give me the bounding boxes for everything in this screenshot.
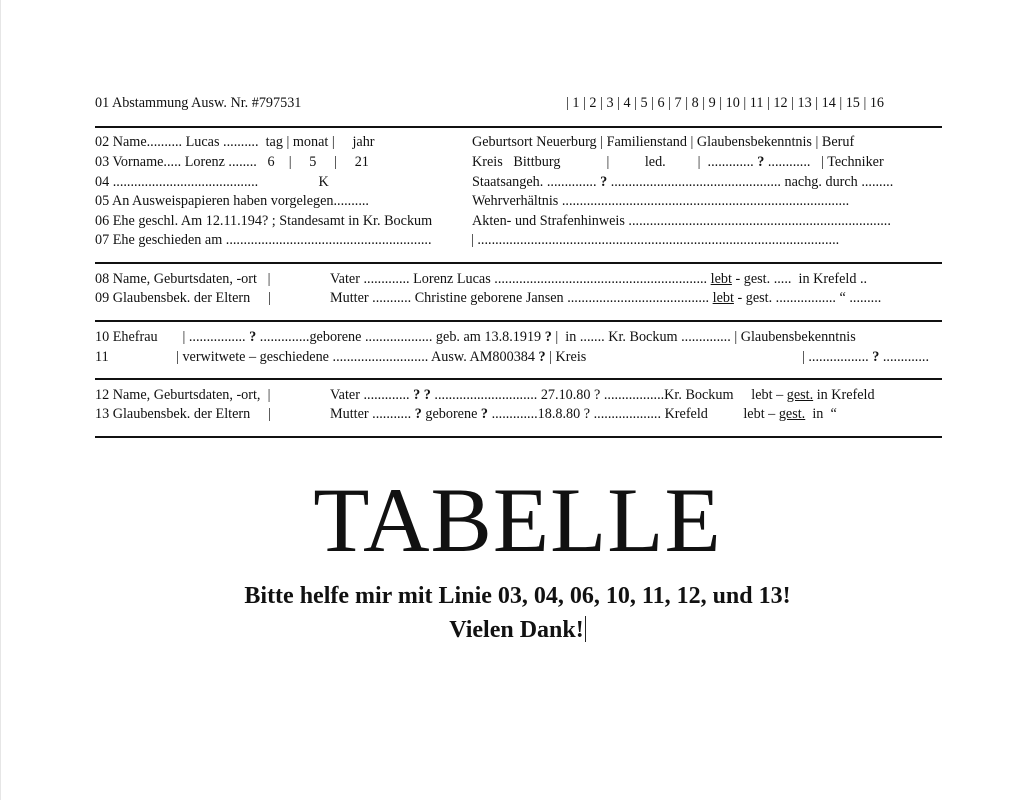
row-08-right: Vater ............. Lorenz Lucas ............................................................ lebt - gest. ..... in Krefeld .. [330,271,868,287]
row-13-left: 13 Glaubensbek. der Eltern | [95,406,271,422]
rule-1 [95,126,942,128]
header-columns: | 1 | 2 | 3 | 4 | 5 | 6 | 7 | 8 | 9 | 10 | 11 | 12 | 13 | 14 | 15 | 16 [566,95,885,111]
rule-4 [95,378,942,380]
row-07-right: | ...................................................................................................... [471,232,840,248]
row-04-left: 04 ......................................... K [95,174,329,190]
row-03-left: 03 Vorname..... Lorenz ........ 6 | 5 | 21 [95,154,369,170]
row-02-left: 02 Name.......... Lucas .......... tag | monat | jahr [95,134,375,150]
row-07-left: 07 Ehe geschieden am .......................................................... [95,232,432,248]
subtitle-request: Bitte helfe mir mit Linie 03, 04, 06, 10, 11, 12, und 13! [244,583,791,609]
row-09-left: 09 Glaubensbek. der Eltern | [95,290,271,306]
row-11-right: | ................. ? ............. [802,349,929,365]
row-05-right: Wehrverhältnis ................................................................................. [472,193,850,209]
row-06-right: Akten- und Strafenhinweis .......................................................................... [472,213,891,229]
row-03-right: Kreis Bittburg | led. | ............. ? ............ | Techniker [472,154,884,170]
subtitle-thanks: Vielen Dank! [449,617,584,643]
row-08-left: 08 Name, Geburtsdaten, -ort | [95,271,271,287]
row-05-left: 05 An Ausweispapieren haben vorgelegen.......... [95,193,369,209]
rule-2 [95,262,942,264]
row-10: 10 Ehefrau | ................ ? ..............geborene ................... geb. am 13.8.1919 ? | in ....... Kr. Bockum .............. | Glaubensbekenntnis [95,329,856,345]
row-12-left: 12 Name, Geburtsdaten, -ort, | [95,387,271,403]
header-left: 01 Abstammung Ausw. Nr. #797531 [95,95,302,111]
row-12-right: Vater ............. ? ? ............................. 27.10.80 ? .................Kr. Bockum lebt – gest. in Krefeld [330,387,875,403]
row-02-right: Geburtsort Neuerburg | Familienstand | Glaubensbekenntnis | Beruf [472,134,855,150]
rule-3 [95,320,942,322]
page-title: TABELLE [313,469,722,571]
row-13-right: Mutter ........... ? geborene ? .............18.8.80 ? ................... Krefeld lebt – gest. in “ [330,406,837,422]
rule-5 [95,436,942,438]
text-cursor [585,616,586,642]
row-04-right: Staatsangeh. .............. ? ................................................ nachg. durch ......... [472,174,894,190]
row-06-left: 06 Ehe geschl. Am 12.11.194? ; Standesamt in Kr. Bockum [95,213,433,229]
row-09-right: Mutter ........... Christine geborene Jansen ........................................ lebt - gest. ................. “ ......... [330,290,882,306]
row-11-left: 11 | verwitwete – geschiedene ........................... Ausw. AM800384 ? | Kreis [95,349,587,365]
